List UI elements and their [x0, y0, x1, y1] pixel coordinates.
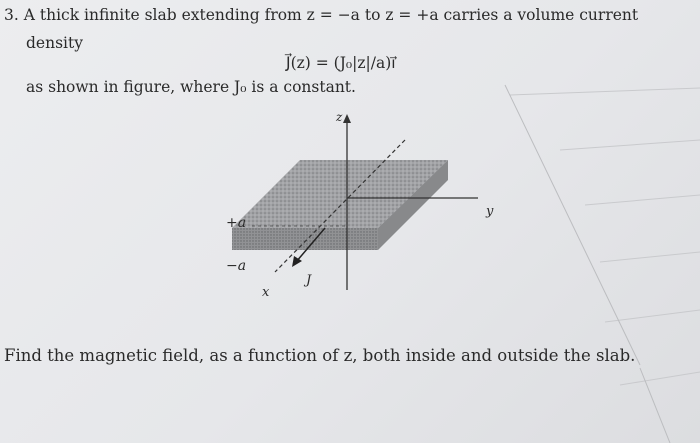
y-axis-label: y: [486, 204, 494, 219]
minus-a-label: −a: [226, 258, 247, 274]
x-axis-label: x: [262, 285, 270, 300]
slab-front-face: [232, 228, 378, 250]
z-axis-label: z: [336, 110, 343, 124]
question-number: 3.: [4, 6, 19, 24]
current-density-equation: J⃗(z) = (J₀|z|/a)ı⃗: [286, 54, 396, 72]
current-label: J: [306, 273, 312, 288]
question-text: Find the magnetic field, as a function of z, both inside and outside the slab.: [4, 346, 636, 365]
problem-line-1: A thick infinite slab extending from z = −a to z = +a carries a volume current: [23, 6, 639, 24]
z-axis-arrowhead: [343, 114, 351, 123]
problem-line-2: density: [26, 34, 83, 52]
problem-line-3: as shown in figure, where J₀ is a constant.: [26, 78, 356, 96]
plus-a-label: +a: [226, 215, 247, 231]
